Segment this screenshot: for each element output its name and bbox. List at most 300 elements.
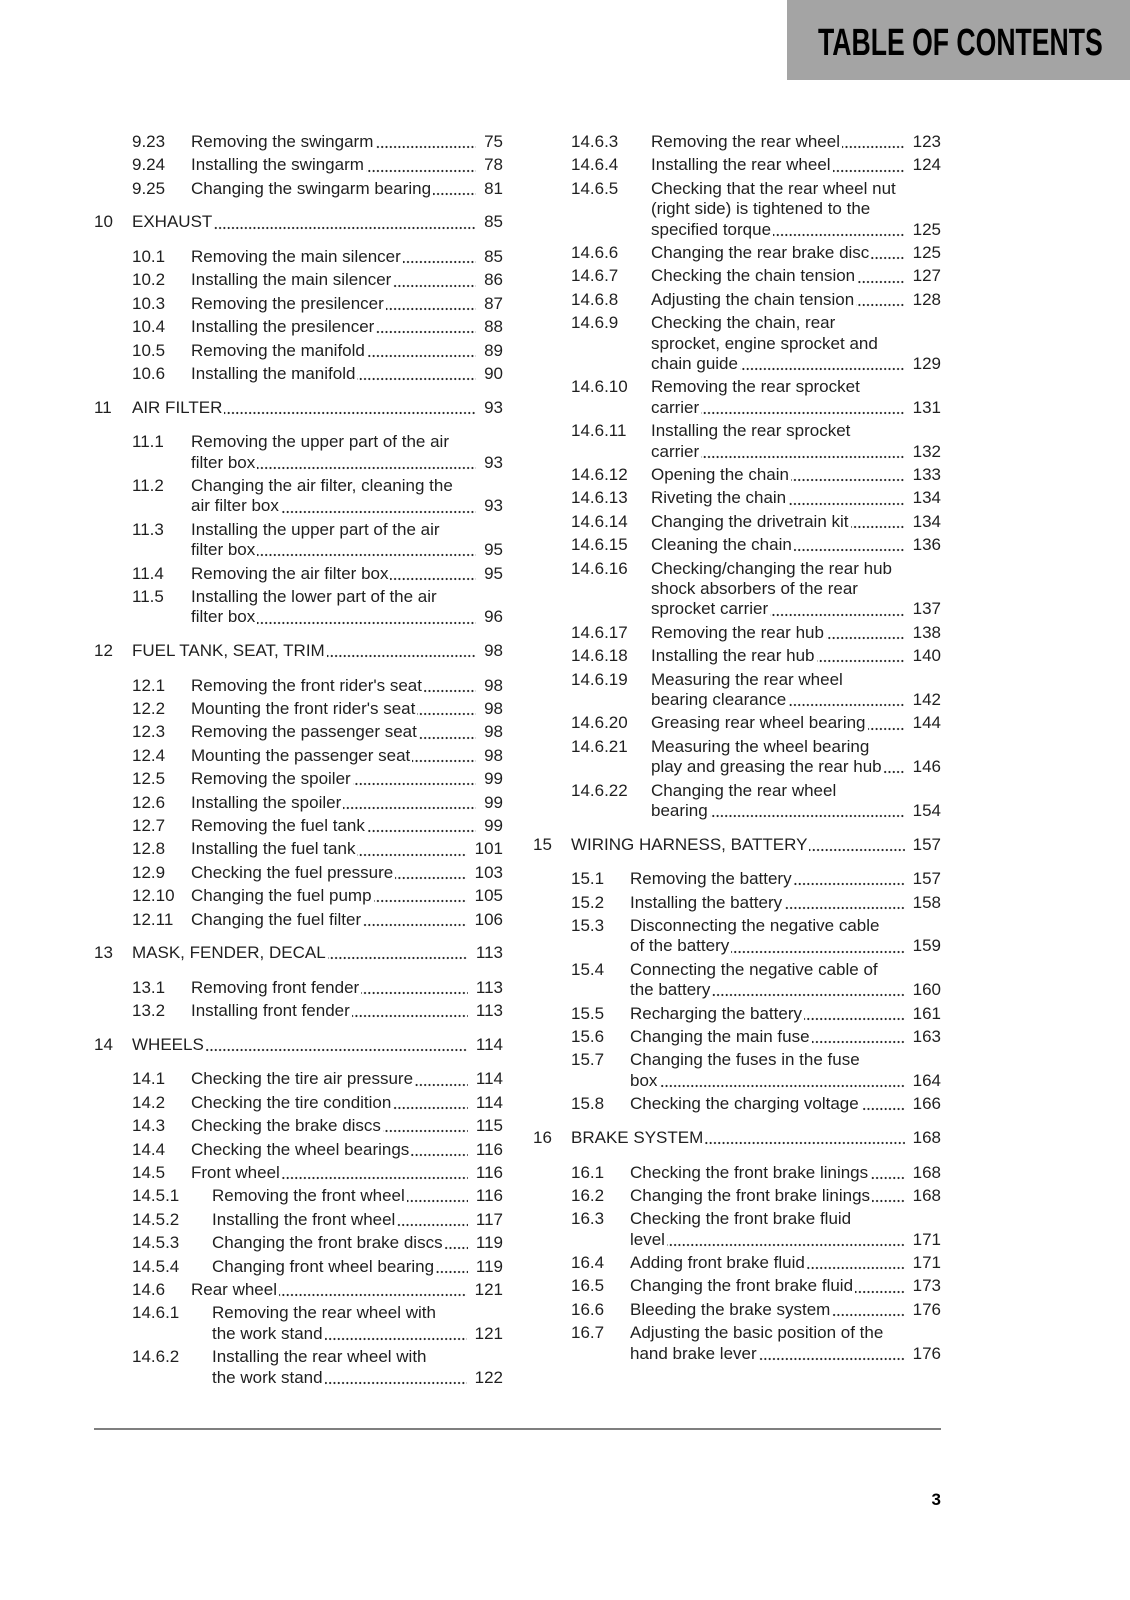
entry-page-number: 116 <box>475 1162 503 1182</box>
toc-entry[interactable] <box>94 432 503 473</box>
toc-entry[interactable] <box>533 155 941 175</box>
chapter-title: FUEL TANK, SEAT, TRIM <box>132 641 325 661</box>
toc-entry[interactable] <box>94 1257 503 1277</box>
entry-title: Installing the main silencer <box>191 270 392 290</box>
entry-number: 12.6 <box>132 792 166 812</box>
entry-number: 13.1 <box>132 977 166 997</box>
entry-page-number: 125 <box>912 219 941 239</box>
entry-page-number: 171 <box>912 1229 941 1249</box>
toc-entry[interactable] <box>94 132 503 152</box>
entry-title-dot-leader <box>212 1303 467 1344</box>
entry-number: 12.9 <box>132 862 166 882</box>
entry-title-dot-leader <box>191 341 476 361</box>
entry-page-number: 133 <box>912 465 941 485</box>
entry-title: Changing the front brake discs <box>212 1233 443 1253</box>
entry-title: Removing the spoiler <box>191 769 351 789</box>
entry-number: 16.6 <box>571 1299 605 1319</box>
entry-number: 15.1 <box>571 869 605 889</box>
chapter-number: 11 <box>94 397 112 417</box>
entry-title: Installing the lower part of the air filter box <box>191 587 437 627</box>
toc-chapter-entry[interactable] <box>533 1128 941 1148</box>
entry-title: Changing the main fuse <box>630 1027 810 1047</box>
entry-number: 10.4 <box>132 317 166 337</box>
entry-page-number: 129 <box>912 354 941 374</box>
entry-number: 12.2 <box>132 699 166 719</box>
entry-title-dot-leader <box>571 1128 905 1148</box>
entry-page-number: 166 <box>912 1094 941 1114</box>
entry-title-dot-leader <box>191 520 476 561</box>
entry-title-dot-leader <box>132 943 468 963</box>
entry-title-dot-leader <box>191 793 476 813</box>
entry-number: 14.5 <box>132 1162 166 1182</box>
entry-page-number: 75 <box>484 132 503 151</box>
entry-page-number: 114 <box>475 1069 503 1089</box>
entry-number: 14.6.12 <box>571 465 628 485</box>
page-number: 3 <box>931 1490 941 1509</box>
entry-page-number: 119 <box>475 1233 503 1253</box>
entry-page-number: 88 <box>484 317 503 337</box>
entry-page-number: 146 <box>912 757 941 777</box>
toc-entry[interactable] <box>533 646 941 666</box>
toc-entry[interactable] <box>533 713 941 733</box>
entry-title: Removing the rear wheel with the work stand <box>212 1303 436 1343</box>
toc-entry[interactable] <box>94 1210 503 1230</box>
entry-title: Removing the passenger seat <box>191 722 417 742</box>
entry-page-number: 137 <box>912 599 941 619</box>
entry-page-number: 81 <box>484 178 503 198</box>
toc-entry[interactable] <box>94 722 503 742</box>
entry-number: 10.1 <box>132 247 166 266</box>
entry-title-dot-leader <box>212 1186 468 1206</box>
toc-entry[interactable] <box>94 341 503 361</box>
entry-title: Disconnecting the negative cable of the battery <box>630 916 880 956</box>
toc-entry[interactable] <box>94 247 503 267</box>
entry-title: Checking the brake discs <box>191 1116 381 1136</box>
entry-title: Installing the rear sprocket carrier <box>651 421 851 461</box>
entry-page-number: 168 <box>912 1162 941 1182</box>
toc-entry[interactable] <box>94 769 503 789</box>
entry-page-number: 101 <box>474 839 503 859</box>
entry-number: 12.4 <box>132 745 166 765</box>
toc-entry[interactable] <box>94 978 503 998</box>
toc-entry[interactable] <box>533 1300 941 1320</box>
toc-entry[interactable] <box>94 317 503 337</box>
entry-page-number: 106 <box>474 909 503 929</box>
entry-title: Checking the fuel pressure <box>191 862 394 882</box>
toc-entry[interactable] <box>94 364 503 384</box>
entry-title-dot-leader <box>651 155 905 175</box>
entry-title: Checking/changing the rear hub shock absorbers of the rear sprocket carrier <box>651 558 892 619</box>
entry-page-number: 85 <box>484 212 503 232</box>
entry-number: 12.1 <box>132 675 166 695</box>
entry-title-dot-leader <box>191 1093 468 1113</box>
toc-chapter-entry[interactable] <box>94 212 503 232</box>
entry-title-dot-leader <box>630 1209 905 1250</box>
entry-title-dot-leader <box>191 676 476 696</box>
toc-entry[interactable] <box>94 1093 503 1113</box>
entry-title-dot-leader <box>630 1027 905 1047</box>
entry-title: Removing the rear wheel <box>651 132 840 151</box>
entry-title: Checking the wheel bearings <box>191 1139 410 1159</box>
entry-title-dot-leader <box>651 488 905 508</box>
entry-page-number: 103 <box>474 862 503 882</box>
toc-entry[interactable] <box>533 1186 941 1206</box>
toc-entry[interactable] <box>94 1163 503 1183</box>
toc-entry[interactable] <box>94 1001 503 1021</box>
entry-title: Changing the front brake linings <box>630 1185 871 1205</box>
toc-chapter-entry[interactable] <box>533 835 941 855</box>
toc-entry[interactable] <box>533 1323 941 1364</box>
entry-page-number: 173 <box>912 1276 941 1296</box>
toc-entry[interactable] <box>94 564 503 584</box>
entry-number: 16.2 <box>571 1185 605 1205</box>
entry-number: 14.6.14 <box>571 511 628 531</box>
toc-entry[interactable] <box>533 1276 941 1296</box>
toc-entry[interactable] <box>533 960 941 1001</box>
entry-title-dot-leader <box>571 835 905 855</box>
entry-title-dot-leader <box>630 1300 905 1320</box>
entry-title-dot-leader <box>191 1163 468 1183</box>
entry-title-dot-leader <box>651 313 905 374</box>
entry-title: Removing the presilencer <box>191 293 384 313</box>
entry-page-number: 158 <box>912 892 941 912</box>
entry-number: 14.1 <box>132 1069 166 1089</box>
entry-title: Adjusting the chain tension <box>651 289 855 309</box>
entry-title: Changing front wheel bearing <box>212 1256 435 1276</box>
entry-page-number: 90 <box>484 363 503 383</box>
toc-entry[interactable] <box>533 670 941 711</box>
toc-entry[interactable] <box>533 916 941 957</box>
entry-page-number: 144 <box>912 713 941 733</box>
entry-title-dot-leader <box>132 1035 468 1055</box>
toc-entry[interactable] <box>94 1116 503 1136</box>
entry-title-dot-leader <box>191 179 476 199</box>
entry-number: 14.6.22 <box>571 780 628 800</box>
toc-entry[interactable] <box>94 1347 503 1388</box>
entry-title: Changing the fuses in the fuse box <box>630 1050 860 1090</box>
entry-number: 16.1 <box>571 1162 605 1182</box>
entry-number: 14.6 <box>132 1279 166 1299</box>
entry-title-dot-leader <box>191 1280 467 1300</box>
toc-entry[interactable] <box>533 1050 941 1091</box>
toc-entry[interactable] <box>94 676 503 696</box>
entry-number: 14.6.21 <box>571 736 628 756</box>
entry-title-dot-leader <box>651 646 905 666</box>
entry-number: 15.4 <box>571 959 605 979</box>
chapter-number: 16 <box>533 1127 552 1147</box>
toc-entry[interactable] <box>533 893 941 913</box>
toc-entry[interactable] <box>94 520 503 561</box>
entry-page-number: 93 <box>484 452 503 472</box>
entry-page-number: 127 <box>912 266 941 286</box>
entry-page-number: 85 <box>484 247 503 266</box>
entry-title-dot-leader <box>630 916 905 957</box>
toc-right-column <box>533 132 941 1367</box>
entry-page-number: 132 <box>912 441 941 461</box>
entry-page-number: 161 <box>912 1003 941 1023</box>
entry-title-dot-leader <box>630 869 905 889</box>
toc-entry[interactable] <box>533 377 941 418</box>
entry-title: Mounting the front rider's seat <box>191 699 416 719</box>
entry-title-dot-leader <box>630 1050 905 1091</box>
entry-title-dot-leader <box>191 294 476 314</box>
entry-title-dot-leader <box>191 816 476 836</box>
entry-title-dot-leader <box>630 893 905 913</box>
entry-title-dot-leader <box>651 535 905 555</box>
entry-title: Installing the rear hub <box>651 646 815 666</box>
entry-title-dot-leader <box>132 641 476 661</box>
toc-entry[interactable] <box>94 863 503 883</box>
entry-title: Removing front fender <box>191 977 360 997</box>
entry-title-dot-leader <box>132 212 476 232</box>
entry-title-dot-leader <box>212 1233 468 1253</box>
entry-title-dot-leader <box>630 1004 905 1024</box>
entry-title-dot-leader <box>212 1210 468 1230</box>
chapter-title: WIRING HARNESS, BATTERY <box>571 834 808 854</box>
entry-title-dot-leader <box>191 1069 468 1089</box>
entry-number: 10.2 <box>132 270 166 290</box>
entry-title: Installing the front wheel <box>212 1209 396 1229</box>
toc-entry[interactable] <box>533 623 941 643</box>
entry-page-number: 86 <box>484 270 503 290</box>
entry-page-number: 168 <box>912 1185 941 1205</box>
toc-entry[interactable] <box>94 699 503 719</box>
entry-page-number: 140 <box>912 646 941 666</box>
entry-page-number: 98 <box>484 745 503 765</box>
toc-entry[interactable] <box>94 1303 503 1344</box>
entry-title-dot-leader <box>191 769 476 789</box>
entry-number: 14.6.9 <box>571 313 619 333</box>
entry-title-dot-leader <box>651 266 905 286</box>
entry-title: Measuring the rear wheel bearing clearance <box>651 669 843 710</box>
entry-title: Removing the front wheel <box>212 1186 405 1206</box>
toc-chapter-entry[interactable] <box>94 1035 503 1055</box>
entry-title-dot-leader <box>651 421 905 462</box>
entry-number: 15.2 <box>571 892 605 912</box>
chapter-title: WHEELS <box>132 1034 204 1054</box>
entry-number: 14.6.19 <box>571 669 628 689</box>
toc-entry[interactable] <box>94 746 503 766</box>
entry-title-dot-leader <box>191 910 467 930</box>
toc-entry[interactable] <box>94 793 503 813</box>
entry-title: Adding front brake fluid <box>630 1253 805 1273</box>
toc-entry[interactable] <box>533 535 941 555</box>
entry-title-dot-leader <box>191 587 476 628</box>
entry-title-dot-leader <box>191 978 468 998</box>
entry-number: 14.6.16 <box>571 558 628 578</box>
entry-title-dot-leader <box>651 465 905 485</box>
entry-number: 15.3 <box>571 916 605 936</box>
entry-page-number: 96 <box>484 607 503 627</box>
entry-page-number: 142 <box>912 690 941 710</box>
toc-entry[interactable] <box>533 290 941 310</box>
entry-number: 12.3 <box>132 722 166 742</box>
toc-entry[interactable] <box>533 781 941 822</box>
toc-entry[interactable] <box>533 465 941 485</box>
entry-title: Checking the chain, rear sprocket, engine sprocket and chain guide <box>651 313 878 374</box>
entry-page-number: 134 <box>912 488 941 508</box>
entry-title: Front wheel <box>191 1162 280 1182</box>
chapter-title: MASK, FENDER, DECAL <box>132 943 326 963</box>
entry-title: Removing the rear hub <box>651 622 824 642</box>
toc-entry[interactable] <box>533 488 941 508</box>
entry-title-dot-leader <box>191 364 476 384</box>
entry-title-dot-leader <box>191 247 476 267</box>
entry-page-number: 98 <box>484 675 503 695</box>
entry-number: 14.5.2 <box>132 1209 180 1229</box>
toc-chapter-entry[interactable] <box>94 398 503 418</box>
toc-entry[interactable] <box>533 313 941 374</box>
toc-entry[interactable] <box>533 1027 941 1047</box>
entry-page-number: 154 <box>912 801 941 821</box>
toc-entry[interactable] <box>533 559 941 620</box>
toc-entry[interactable] <box>533 737 941 778</box>
toc-entry[interactable] <box>533 1253 941 1273</box>
entry-number: 12.7 <box>132 815 166 835</box>
entry-page-number: 89 <box>484 340 503 360</box>
toc-entry[interactable] <box>533 266 941 286</box>
entry-number: 11.4 <box>132 563 164 583</box>
entry-title-dot-leader <box>191 1001 468 1021</box>
toc-entry[interactable] <box>533 243 941 263</box>
entry-page-number: 114 <box>475 1034 503 1054</box>
entry-title: Changing the rear brake disc <box>651 243 870 263</box>
toc-entry[interactable] <box>533 132 941 152</box>
toc-entry[interactable] <box>94 816 503 836</box>
entry-number: 14.6.7 <box>571 266 619 286</box>
entry-number: 11.1 <box>132 432 164 452</box>
entry-title: Riveting the chain <box>651 488 787 508</box>
entry-title-dot-leader <box>191 476 476 517</box>
toc-entry[interactable] <box>94 886 503 906</box>
entry-title: Checking the front brake linings <box>630 1162 869 1182</box>
entry-title-dot-leader <box>191 155 476 175</box>
toc-entry[interactable] <box>94 910 503 930</box>
entry-number: 14.6.18 <box>571 646 628 666</box>
chapter-title: AIR FILTER <box>132 397 223 417</box>
toc-entry[interactable] <box>94 1069 503 1089</box>
entry-title-dot-leader <box>651 559 905 620</box>
toc-entry[interactable] <box>94 1233 503 1253</box>
entry-number: 14.6.4 <box>571 155 619 175</box>
entry-title: Checking the chain tension <box>651 266 856 286</box>
entry-title: Removing the upper part of the air filter box <box>191 432 449 472</box>
entry-page-number: 176 <box>912 1299 941 1319</box>
entry-page-number: 116 <box>475 1139 503 1159</box>
toc-entry[interactable] <box>94 155 503 175</box>
entry-title: Installing the presilencer <box>191 317 375 337</box>
entry-title: Removing the fuel tank <box>191 815 365 835</box>
entry-page-number: 98 <box>484 722 503 742</box>
entry-title: Checking the front brake fluid level <box>630 1209 852 1249</box>
toc-entry[interactable] <box>94 1280 503 1300</box>
entry-title: Removing the swingarm <box>191 132 374 151</box>
toc-entry[interactable] <box>533 1163 941 1183</box>
entry-title: Recharging the battery <box>630 1003 802 1023</box>
entry-title-dot-leader <box>212 1257 468 1277</box>
toc-entry[interactable] <box>94 179 503 199</box>
page-title: TABLE OF CONTENTS <box>818 22 1103 64</box>
entry-title: Removing the rear sprocket carrier <box>651 377 860 417</box>
toc-entry[interactable] <box>94 839 503 859</box>
entry-title-dot-leader <box>191 722 476 742</box>
entry-title: Checking that the rear wheel nut (right side) is tightened to the specified torque <box>651 178 896 239</box>
entry-page-number: 121 <box>474 1323 503 1343</box>
entry-page-number: 134 <box>912 511 941 531</box>
entry-title: Cleaning the chain <box>651 535 792 555</box>
entry-number: 15.7 <box>571 1050 605 1070</box>
entry-title: Installing the spoiler <box>191 792 342 812</box>
entry-title: Changing the air filter, cleaning the air filter box <box>191 475 453 516</box>
toc-chapter-entry[interactable] <box>94 641 503 661</box>
entry-number: 14.5.4 <box>132 1256 180 1276</box>
toc-entry[interactable] <box>94 587 503 628</box>
entry-page-number: 119 <box>475 1256 503 1276</box>
entry-title: Removing the main silencer <box>191 247 401 266</box>
entry-page-number: 138 <box>912 622 941 642</box>
toc-entry[interactable] <box>533 1209 941 1250</box>
entry-title-dot-leader <box>191 1116 468 1136</box>
entry-page-number: 95 <box>484 563 503 583</box>
chapter-number: 12 <box>94 641 113 661</box>
toc-entry[interactable] <box>94 476 503 517</box>
entry-page-number: 164 <box>912 1070 941 1090</box>
entry-page-number: 114 <box>475 1092 503 1112</box>
entry-number: 14.6.11 <box>571 421 627 441</box>
entry-number: 11.2 <box>132 475 164 495</box>
toc-entry[interactable] <box>94 1140 503 1160</box>
entry-title: Removing the front rider's seat <box>191 675 422 695</box>
entry-title: Changing the fuel filter <box>191 909 362 929</box>
toc-chapter-entry[interactable] <box>94 943 503 963</box>
toc-entry[interactable] <box>533 1094 941 1114</box>
entry-page-number: 95 <box>484 540 503 560</box>
entry-page-number: 176 <box>912 1343 941 1363</box>
chapter-number: 10 <box>94 212 113 232</box>
entry-number: 16.4 <box>571 1253 605 1273</box>
entry-title: Changing the fuel pump <box>191 886 372 906</box>
toc-entry[interactable] <box>533 179 941 240</box>
toc-entry[interactable] <box>533 1004 941 1024</box>
entry-title: Installing the upper part of the air filter box <box>191 519 440 560</box>
entry-title: Greasing rear wheel bearing <box>651 713 866 733</box>
entry-title-dot-leader <box>630 1276 905 1296</box>
entry-number: 14.5.3 <box>132 1233 180 1253</box>
toc-entry[interactable] <box>94 294 503 314</box>
entry-number: 10.6 <box>132 363 166 383</box>
entry-page-number: 124 <box>912 155 941 175</box>
entry-number: 9.24 <box>132 155 166 175</box>
entry-title: Installing the swingarm <box>191 155 364 175</box>
toc-entry[interactable] <box>533 512 941 532</box>
entry-number: 16.7 <box>571 1323 605 1343</box>
entry-title-dot-leader <box>630 1323 905 1364</box>
toc-entry[interactable] <box>94 270 503 290</box>
toc-entry[interactable] <box>94 1186 503 1206</box>
entry-title-dot-leader <box>630 1094 905 1114</box>
entry-title-dot-leader <box>191 839 467 859</box>
entry-title: Checking the tire air pressure <box>191 1069 414 1089</box>
entry-title-dot-leader <box>651 243 905 263</box>
toc-left-column <box>94 132 503 1391</box>
entry-title-dot-leader <box>630 960 905 1001</box>
toc-entry[interactable] <box>533 421 941 462</box>
entry-number: 14.6.10 <box>571 377 628 397</box>
toc-entry[interactable] <box>533 869 941 889</box>
entry-title: Installing the rear wheel with the work stand <box>212 1347 427 1387</box>
entry-number: 14.6.8 <box>571 289 619 309</box>
entry-page-number: 157 <box>912 834 941 854</box>
